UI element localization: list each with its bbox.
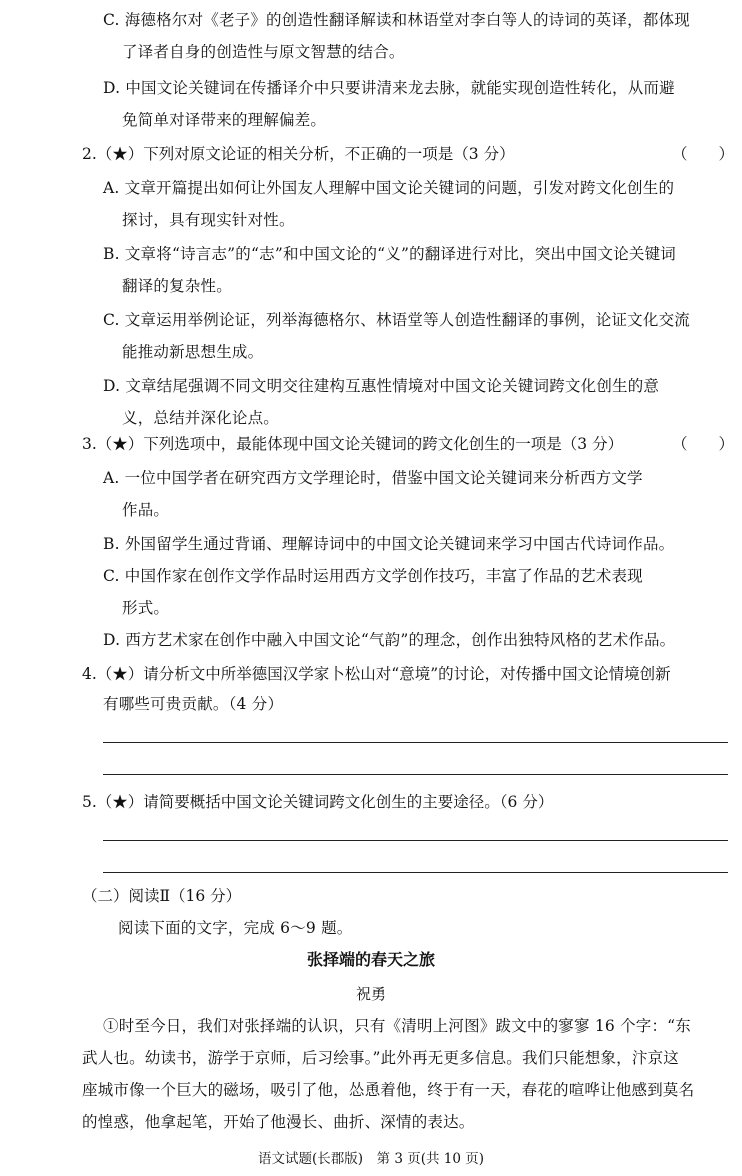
q1-option-d-line1: D. 中国文论关键词在传播译介中只要讲清来龙去脉，就能实现创造性转化，从而避 xyxy=(103,79,675,97)
page-footer: 语文试题(长郡版) 第 3 页(共 10 页) xyxy=(258,1151,484,1167)
q1-option-c-line1: C. 海德格尔对《老子》的创造性翻译解读和林语堂对李白等人的诗词的英译，都体现 xyxy=(103,11,690,29)
q5-answer-line-1[interactable] xyxy=(103,840,728,841)
q1-option-c-line2: 了译者自身的创造性与原文智慧的结合。 xyxy=(122,43,405,61)
q3-stem: 3.（★）下列选项中，最能体现中国文论关键词的跨文化创生的一项是（3 分） xyxy=(82,435,624,453)
q2-stem: 2.（★）下列对原文论证的相关分析，不正确的一项是（3 分） xyxy=(82,145,515,163)
article-para1-line4: 的惶惑，他拿起笔，开始了他漫长、曲折、深情的表达。 xyxy=(82,1113,475,1131)
q2-option-c-line2: 能推动新思想生成。 xyxy=(122,343,264,361)
q2-option-a-line1: A. 文章开篇提出如何让外国友人理解中国文论关键词的问题，引发对跨文化创生的 xyxy=(103,179,675,197)
q3-option-a-line1: A. 一位中国学者在研究西方文学理论时，借鉴中国文论关键词来分析西方文学 xyxy=(103,469,643,487)
article-para1-line1: ①时至今日，我们对张择端的认识，只有《清明上河图》跋文中的寥寥 16 个字：“东 xyxy=(103,1017,692,1035)
q5-answer-line-2[interactable] xyxy=(103,872,728,873)
q3-option-b-line1: B. 外国留学生通过背诵、理解诗词中的中国文论关键词来学习中国古代诗词作品。 xyxy=(103,535,675,553)
q4-answer-line-2[interactable] xyxy=(103,774,728,775)
q4-answer-line-1[interactable] xyxy=(103,742,728,743)
q2-option-b-line2: 翻译的复杂性。 xyxy=(122,277,232,295)
q2-option-a-line2: 探讨，具有现实针对性。 xyxy=(122,211,295,229)
q2-option-d-line1: D. 文章结尾强调不同文明交往建构互惠性情境对中国文论关键词跨文化创生的意 xyxy=(103,377,660,395)
article-para1-line2: 武人也。幼读书，游学于京师，后习绘事。”此外再无更多信息。我们只能想象，汴京这 xyxy=(82,1049,679,1067)
q2-answer-paren: （ ） xyxy=(672,145,735,163)
section2-heading: （二）阅读Ⅱ（16 分） xyxy=(82,887,242,905)
q4-stem-line1: 4.（★）请分析文中所举德国汉学家卜松山对“意境”的讨论，对传播中国文论情境创新 xyxy=(82,665,671,683)
q3-answer-paren: （ ） xyxy=(672,435,735,453)
q3-option-d-line1: D. 西方艺术家在创作中融入中国文论“气韵”的理念，创作出独特风格的艺术作品。 xyxy=(103,631,676,649)
q2-option-d-line2: 义，总结并深化论点。 xyxy=(122,409,280,427)
article-author: 祝勇 xyxy=(355,985,386,1003)
q4-stem-line2: 有哪些可贵贡献。（4 分） xyxy=(103,695,284,713)
q5-stem: 5.（★）请简要概括中国文论关键词跨文化创生的主要途径。（6 分） xyxy=(82,793,554,811)
q2-option-b-line1: B. 文章将“诗言志”的“志”和中国文论的“义”的翻译进行对比，突出中国文论关键词 xyxy=(103,245,676,263)
q2-option-c-line1: C. 文章运用举例论证，列举海德格尔、林语堂等人创造性翻译的事例，论证文化交流 xyxy=(103,311,690,329)
q1-option-d-line2: 免简单对译带来的理解偏差。 xyxy=(122,111,327,129)
article-title: 张择端的春天之旅 xyxy=(306,950,435,969)
article-para1-line3: 座城市像一个巨大的磁场，吸引了他，怂恿着他，终于有一天，春花的喧哗让他感到莫名 xyxy=(82,1081,695,1099)
section2-instruction: 阅读下面的文字，完成 6～9 题。 xyxy=(118,919,353,937)
q3-option-a-line2: 作品。 xyxy=(122,501,170,519)
q3-option-c-line1: C. 中国作家在创作文学作品时运用西方文学创作技巧，丰富了作品的艺术表现 xyxy=(103,567,643,585)
q3-option-c-line2: 形式。 xyxy=(122,599,170,617)
